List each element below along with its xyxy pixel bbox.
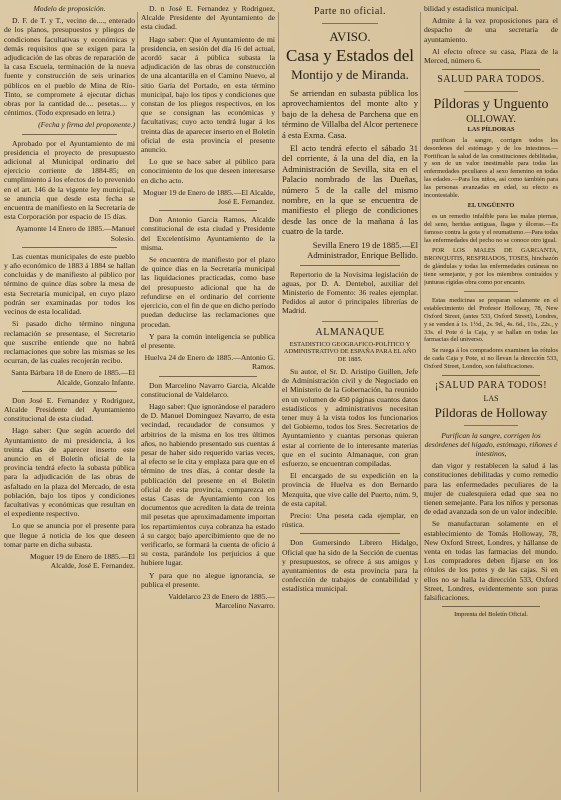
pills-claim: Purifican la sangre, corrigen los desórdenes del hígado, estómago, riñones é intestinos, xyxy=(424,430,558,458)
notice-santa-barbara-signature: Santa Bárbara 18 de Enero de 1885.—El Alcalde, Gonzalo Infante. xyxy=(11,368,135,387)
divider xyxy=(300,265,400,266)
notice-ayamonte: Aprobado por el Ayuntamiento de mi presidencia el proyecto de presupuesto adicional al Municipal ordinario del ejercicio corriente de 1884-85; en cumplimiento á los efectos de lo prevenido en el art. 146 de la vigente ley municipal, se anuncia que desde esta fecha se encuentra de manifiesto en la Secretaría de esta Corporación por espacio de 15 días. xyxy=(4,138,135,222)
column-3 xyxy=(282,0,418,800)
notice-moguer-body: Hago saber: Que según acuerdo del Ayuntamiento de mi presidencia, á los treinta días de aparecer inserto este anuncio en el Boletín oficial de la provincia tendrá efecto la subasta pública para la adjudicación de las obras de asfaltado en la plaza del Mercado, de esta población, bajo los tipos y condiciones facultativas y económicas que resultan en el expediente respectivo. xyxy=(4,426,135,519)
pills-heading: LAS PÍLDORAS xyxy=(467,126,515,134)
notice-moguer-signature: Moguer 19 de Enero de 1885.—El Alcalde, José E. Fernandez. xyxy=(29,551,135,571)
notice-huelva-signature: Huelva 24 de Enero de 1885.—Antonio G. Ramos. xyxy=(144,353,275,372)
holloway-title: Píldoras y Unguento xyxy=(433,97,549,113)
health-heading-2: ¡SALUD PARA TODOS! xyxy=(434,379,548,391)
holloway-name: OLLOWAY. xyxy=(466,114,516,126)
section-heading-non-official: Parte no oficial. xyxy=(313,6,387,17)
pills-body: purifican la sangre, corrigen todos los desordenes del estómago y de los intestinos.—Fortifican la salud de las constituciones debilitadas, y son de un valor inestimable para todas las enfermedades peculiares al sexo femenino en todas las edades.—Para los niños, así como también para las personas avanzadas en edad, su efecto es incontestable. xyxy=(424,137,558,199)
estate-title: Casa y Estados del xyxy=(286,46,414,65)
notice-huelva-body: Se encuentra de manifiesto por el plazo de quince días en la Secretaría municipal las liquidaciones practicadas, como base del presupuesto adicional que ha de refundirse en el ordinario del corriente ejercicio, con el fin de que en dicho período puedan deducirse las reclamaciones que procedan. xyxy=(141,255,275,329)
divider xyxy=(22,247,117,248)
divider xyxy=(159,210,257,211)
divider xyxy=(322,321,378,322)
notice-valdelarco-body: Hago saber: Que ignorándose el paradero de D. Manuel Dominguez Navarro, de esta vecindad, recaudador de consumos y arbitrios de la misma en los tres últimos años, no habiendo presentado sus cuentas á pesar de haber sido requerido varias veces, al efecto se le cita y emplaza para que en el término de tres días, á contar desde la publicación del presente en el Boletín oficial de esta provincia, comparezca en estas Casas de Ayuntamiento con los documentos que acrediten la data de treinta mil pesetas que aproximadamente importan los repartimientos cuya cobranza ha estado á su cargo; bajo apercibimiento que de no verificarlo, se formará la cuenta de oficio á su costa, parándole los perjuicios á que hubiere lugar. xyxy=(141,401,275,568)
divider xyxy=(22,134,117,135)
estate-subtitle: Montijo y de Miranda. xyxy=(291,67,409,82)
manufacture-note: Se manufacturan solamente en el establecimiento de Tomás Holloway, 78, New Oxford Street, Londres, y hállanse de venta en todas las farmacias del mundo. Los compradores deben fijarse en los rótulos de los potes y de las cajas. Si en ellos no se halla la dirección 533, Oxford Street, Londres, evidentemente son puras falsificaciones. xyxy=(424,519,558,602)
notice-moguer-heading: Don José E. Fernandez y Rodriguez, Alcalde Presidente del Ayuntamiento constitucional de esta ciudad. xyxy=(4,395,135,424)
notice-title-aviso: AVISO. xyxy=(329,29,371,44)
pills-claim-body: dan vigor y restablecen la salud á las constituciones debilitadas y como remedio para las enfermedades peculiares de la mujer de cualesquiera edad que sea no tienen semejante. Para los niños y personas de edad avanzada son de un valor indecible. xyxy=(424,461,558,517)
column-1 xyxy=(4,0,135,800)
ointment-body: es un remedio infalible para las malas piernas, del seno, heridas antiguas, llagas y úlceras.—Es famoso contra la gota y el reumatismo.—Para todas las enfermedades del pecho no se conoce otro igual. xyxy=(424,213,558,244)
divider xyxy=(300,533,400,534)
column-2 xyxy=(141,0,275,800)
label-warning: Se ruega á los compradores examinen las rótulos de cada Caja y Pote, si no llevan la dirección 533, Oxford Street, London, son falsificaciones. xyxy=(424,347,558,370)
almanac-body-2: El encargado de su expedición en la provincia de Huelva es don Bernardo Mezquita, que vive calle del Puerto, núm. 9, de esta capital. xyxy=(282,471,418,508)
proposal-date-sign: (Fecha y firma del proponente.) xyxy=(38,120,135,130)
notice-huelva-heading: Don Antonio Garcia Ramos, Alcalde constitucional de esta ciudad y Presidente del Excelentísimo Ayuntamiento de la misma. xyxy=(141,215,275,252)
divider xyxy=(322,23,378,24)
preparation-note: Estas medicinas se preparan solamente en el establecimiento del Profesor Holloway, 78, New Oxford Street, (antes 533, Oxford Street), Londres, y se venden á 1s. 1½d., 2s. 9d., 4s. 6d., 11s., 22s., y 33s. el Pote ó la Caja, y se hallan en todas las farmacias del universo. xyxy=(424,297,558,344)
water-law-ad: Repertorio de la Novísima legislación de aguas, por D. A. Dentebol, auxiliar del Ministerio de Fomento: 36 reales ejemplar. Pedidos al autor ó principales librerías de Madrid. xyxy=(282,269,418,316)
divider xyxy=(464,425,518,426)
lease-notice-body-2: El acto tendrá efecto el sábado 31 del corriente, á la una del día, en la Administración de Sevilla, sita en el Palacio nombrado de las Dueñas, número 5 de la calle del mismo nombre, en la que se encuentra de manifiesto el pliego de condiciones desde las once de la mañana á las cuatro de la tarde. xyxy=(282,143,418,237)
almanac-price: Precio: Una peseta cada ejemplar, en rústica. xyxy=(282,510,418,530)
notice-alcantarilla-signature: Moguer 19 de Enero de 1885.—El Alcalde, José E. Fernandez. xyxy=(142,187,275,207)
accounting-ad-continued: bilidad y estadística municipal. xyxy=(424,4,519,13)
notice-valdelarco-body-2: Y para que no alegue ignorancia, se publica el presente. xyxy=(141,570,275,589)
notice-santa-barbara: Las cuentas municipales de este pueblo y año económico de 1883 á 1884 se hallan concluidas y de manifiesto al público por término de quince días sobre la mesa de esta Secretaría municipal, en cuyo plazo podrán ser examinadas por todos los vecinos de esta localidad. xyxy=(4,251,135,317)
divider xyxy=(159,376,257,377)
notice-ayamonte-signature: Ayamonte 14 Enero de 1885.—Manuel Solesio. xyxy=(15,224,135,243)
column-rule xyxy=(420,12,421,792)
notice-valdelarco-heading: Don Marcelino Navarro Garcia, Alcalde constitucional de Valdelarco. xyxy=(141,380,275,399)
notice-moguer-body-2: Lo que se anuncia por el presente para que llegue á noticia de los que deseen tomar parte en dicha subasta. xyxy=(4,521,135,549)
proposal-text: D. F. de T. y T., vecino de...., enterado de los planos, presupuestos y pliegos de condiciones facultativas y económicas y demás requisitos que se exigen para la adjudicación de las obras de reparación de la casa Escuela, terminación de la nueva fuente y construcción de seis urinarios públicos en el pueblo de Mina de Río-Tinto, se compromete á ejecutar dichas obras por la cantidad de.... pesetas.... y céntimos. (Todo expresado en letra.) xyxy=(4,16,135,118)
lease-notice-signature: Sevilla Enero 19 de 1885.—El Administrador, Enrique Bellido. xyxy=(307,239,418,261)
column-4 xyxy=(424,0,558,800)
notice-alcantarilla-heading: D. n José E. Fernandez y Rodriguez, Alcalde Presidente del Ayuntamiento de esta ciudad. xyxy=(141,4,275,32)
divider xyxy=(442,375,540,376)
divider xyxy=(464,91,518,92)
notice-huelva-body-2: Y para la común inteligencia se publica el presente. xyxy=(141,331,275,350)
almanac-title: ALMANAQUE xyxy=(315,326,385,338)
column-rule xyxy=(278,12,279,792)
divider xyxy=(442,606,540,607)
proposal-model-heading: Modelo de proposición. xyxy=(33,4,106,13)
accounting-ad-continued-2: Admite á la vez proposiciones para el despacho de una secretaría de ayuntamiento. xyxy=(424,16,558,44)
divider xyxy=(22,391,117,392)
accounting-services-ad: Don Gumersindo Librero Hidalgo, Oficial que ha sido de la Sección de cuentas y presupuestos, se ofrece á sus amigos y ayuntamientos de esta provincia para la confección de trabajos de contabilidad y estadística municipal. xyxy=(282,538,418,594)
holloway-pills-title: Píldoras de Holloway xyxy=(434,404,548,420)
health-heading: SALUD PARA TODOS. xyxy=(437,74,545,86)
notice-alcantarilla-body-2: Lo que se hace saber al público para conocimiento de los que deseen interesarse en dicho acto. xyxy=(141,157,275,185)
column-rule xyxy=(137,12,138,792)
printer-imprint: Imprenta del Boletín Oficial. xyxy=(454,611,528,619)
ointment-heading: EL UNGÜENTO xyxy=(467,202,515,210)
almanac-subtitle: ESTADISTICO GEOGRAFICO-POLÍTICO Y ADMINISTRATIVO DE ESPAÑA PARA EL AÑO DE 1885. xyxy=(283,340,417,364)
notice-santa-barbara-2: Si pasado dicho término ninguna reclamación se presentase, el Secretario que suscribe entiende que no habrá reclamaciones que sobre las mismas se les ocurran, de las cuales recojerán recibo. xyxy=(4,319,135,366)
divider xyxy=(464,291,518,292)
divider xyxy=(442,69,540,70)
throat-ailments: POR LOS MALES DE GARGANTA, BRONQUITIS, RESFRIADOS, TOSES, hinchazón de glándulas y todas las enfermedades cutáneas no tiene semejante, y por los miembros contraídos y junturas rígidas obra como por encanto. xyxy=(424,247,558,286)
notice-valdelarco-signature: Valdelarco 23 de Enero de 1885.—Marcelino Navarro. xyxy=(168,591,275,611)
almanac-body: Su autor, el Sr. D. Aristipo Guillen, Jefe de Administración civil y de Negociado en el Ministerio de la Gobernación, ha reunido en un volumen de 450 páginas cuantos datos estadísticos y administrativos necesitan tener muy á la vista todos los funcionarios del Gobierno, todos los Sres. Secretarios de Ayuntamiento y cuantas personas quieran estar al corriente de lo interesante materias que en el sucinto Almanaque, con gran esfuerzo, se encuentran compiladas. xyxy=(282,366,418,468)
pills-las: LAS xyxy=(483,393,499,403)
notice-alcantarilla-body: Hago saber: Que el Ayuntamiento de mi presidencia, en sesión del día 16 del actual, acordó sacar á pública subasta la adjudicación de las obras de construcción de una alcantarilla en el Camino Nuevo, al sitio Garía del Portado, en esta término municipal, bajo los tipos y condiciones que constan de los pliegos respectivos, en los que se consignan las económicas y facultativas; cuyo acto tendrá lugar á los treinta días de aparecer inserto en el Boletín oficial de esta provincia el presente anuncio. xyxy=(141,34,275,155)
accounting-ad-continued-3: Al efecto ofrece su casa, Plaza de la Merced, número 6. xyxy=(424,46,558,66)
lease-notice-body: Se arriendan en subasta pública los aprovechamientos del monte alto y bajo de la dehesa de Parchena que en término de Villalba del Alcor pertenece á esta Exma. Casa. xyxy=(282,88,418,140)
